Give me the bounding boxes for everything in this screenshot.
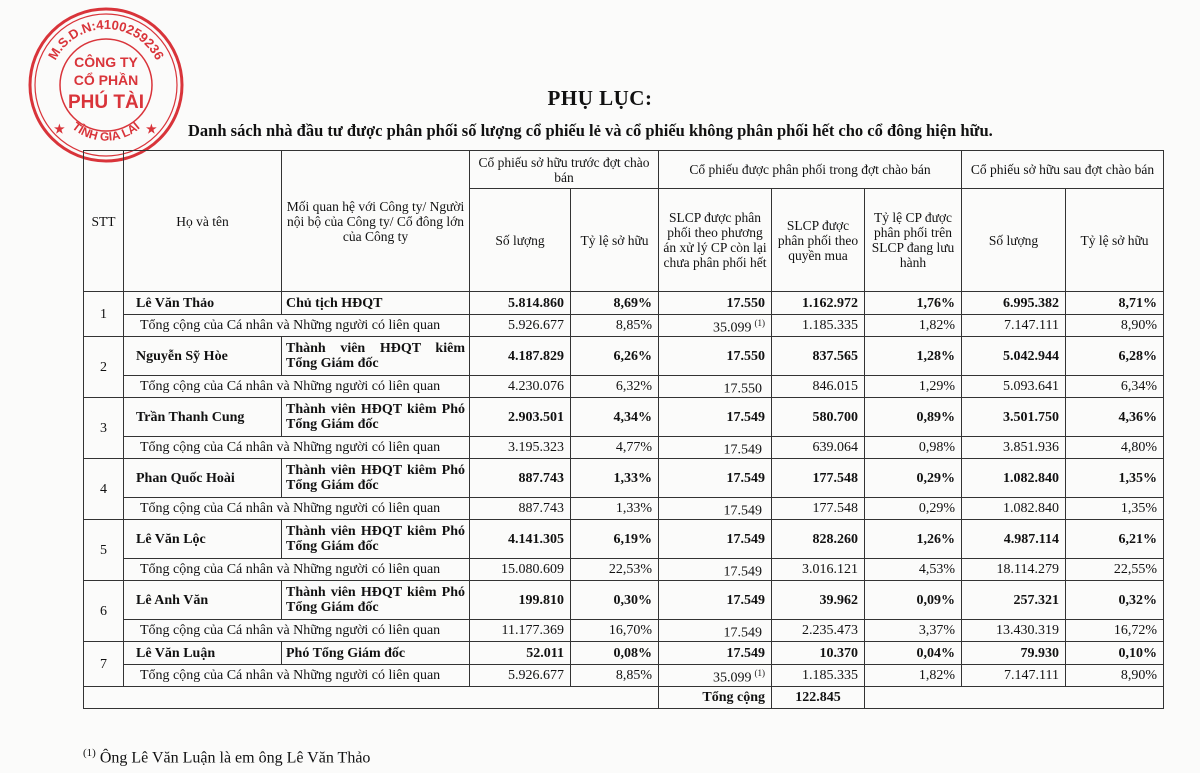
table-row-total [84, 498, 1164, 520]
empty-cell [865, 687, 1164, 709]
total-label: Tổng cộng của Cá nhân và Những người có liên quan [124, 498, 470, 520]
slcp-rights: 1.162.972 [772, 292, 865, 315]
total-pct-outstanding: 0,98% [865, 437, 962, 459]
header-qty-after: Số lượng [962, 189, 1066, 292]
table-row-total [84, 620, 1164, 642]
total-label: Tổng cộng của Cá nhân và Những người có liên quan [124, 665, 470, 687]
slcp-rights: 177.548 [772, 459, 865, 498]
relation: Thành viên HĐQT kiêm Phó Tổng Giám đốc [282, 520, 470, 559]
total-slcp-value: 35.099 [713, 320, 752, 336]
total-pct-outstanding: 4,53% [865, 559, 962, 581]
pct-outstanding: 1,76% [865, 292, 962, 315]
total-slcp-rights: 1.185.335 [772, 315, 865, 337]
total-pct-outstanding: 0,29% [865, 498, 962, 520]
ratio-before: 6,26% [571, 337, 659, 376]
total-slcp-rights: 846.015 [772, 376, 865, 398]
total-ratio-before: 1,33% [571, 498, 659, 520]
total-qty-after: 3.851.936 [962, 437, 1066, 459]
total-slcp-remaining [659, 376, 772, 398]
qty-after: 3.501.750 [962, 398, 1066, 437]
pct-outstanding: 1,28% [865, 337, 962, 376]
qty-after: 79.930 [962, 642, 1066, 665]
total-ratio-after: 22,55% [1066, 559, 1164, 581]
total-slcp-value: 17.549 [723, 625, 762, 641]
ratio-before: 4,34% [571, 398, 659, 437]
total-ratio-before: 22,53% [571, 559, 659, 581]
row-stt: 7 [84, 642, 124, 687]
header-ratio-before: Tỷ lệ sở hữu [571, 189, 659, 292]
person-name: Trần Thanh Cung [124, 398, 282, 437]
footnote-ref: (1) [754, 317, 765, 328]
total-qty-before: 887.743 [470, 498, 571, 520]
slcp-rights: 837.565 [772, 337, 865, 376]
total-label: Tổng cộng của Cá nhân và Những người có liên quan [124, 437, 470, 459]
footnote-ref: (1) [754, 667, 765, 678]
total-qty-before: 4.230.076 [470, 376, 571, 398]
slcp-remaining: 17.549 [659, 520, 772, 559]
total-ratio-after: 8,90% [1066, 315, 1164, 337]
pct-outstanding: 0,09% [865, 581, 962, 620]
qty-before: 4.187.829 [470, 337, 571, 376]
relation: Chủ tịch HĐQT [282, 292, 470, 315]
total-slcp-rights: 3.016.121 [772, 559, 865, 581]
ratio-after: 0,10% [1066, 642, 1164, 665]
person-name: Lê Văn Thảo [124, 292, 282, 315]
total-pct-outstanding: 1,29% [865, 376, 962, 398]
header-name: Họ và tên [124, 151, 282, 292]
header-relation: Mối quan hệ với Công ty/ Người nội bộ của Công ty/ Cổ đông lớn của Công ty [282, 151, 470, 292]
grand-total-row [84, 687, 1164, 709]
total-ratio-before: 8,85% [571, 315, 659, 337]
table-row [84, 337, 1164, 376]
person-name: Phan Quốc Hoài [124, 459, 282, 498]
ratio-before: 8,69% [571, 292, 659, 315]
slcp-rights: 39.962 [772, 581, 865, 620]
row-stt: 3 [84, 398, 124, 459]
pct-outstanding: 0,89% [865, 398, 962, 437]
header-during-group: Cổ phiếu được phân phối trong đợt chào bán [659, 151, 962, 189]
slcp-remaining: 17.550 [659, 292, 772, 315]
person-name: Lê Văn Lộc [124, 520, 282, 559]
total-qty-after: 1.082.840 [962, 498, 1066, 520]
qty-after: 6.995.382 [962, 292, 1066, 315]
ratio-before: 0,30% [571, 581, 659, 620]
investor-table [83, 150, 1164, 709]
grand-total-value: 122.845 [772, 687, 865, 709]
slcp-remaining: 17.549 [659, 459, 772, 498]
relation: Thành viên HĐQT kiêm Phó Tổng Giám đốc [282, 581, 470, 620]
ratio-after: 4,36% [1066, 398, 1164, 437]
total-slcp-value: 17.549 [723, 503, 762, 519]
total-slcp-remaining [659, 315, 772, 337]
qty-after: 5.042.944 [962, 337, 1066, 376]
person-name: Lê Văn Luận [124, 642, 282, 665]
qty-after: 1.082.840 [962, 459, 1066, 498]
svg-text:CỔ PHẦN: CỔ PHẦN [73, 72, 139, 88]
ratio-after: 1,35% [1066, 459, 1164, 498]
total-ratio-before: 16,70% [571, 620, 659, 642]
ratio-before: 6,19% [571, 520, 659, 559]
total-ratio-after: 8,90% [1066, 665, 1164, 687]
slcp-remaining: 17.549 [659, 398, 772, 437]
header-qty-before: Số lượng [470, 189, 571, 292]
total-label: Tổng cộng của Cá nhân và Những người có liên quan [124, 315, 470, 337]
total-slcp-rights: 2.235.473 [772, 620, 865, 642]
ratio-after: 8,71% [1066, 292, 1164, 315]
svg-text:TỈNH GIA LAI: TỈNH GIA LAI [69, 119, 143, 144]
total-slcp-rights: 1.185.335 [772, 665, 865, 687]
total-ratio-before: 6,32% [571, 376, 659, 398]
total-qty-after: 18.114.279 [962, 559, 1066, 581]
qty-before: 2.903.501 [470, 398, 571, 437]
total-pct-outstanding: 3,37% [865, 620, 962, 642]
total-ratio-after: 1,35% [1066, 498, 1164, 520]
svg-text:CÔNG TY: CÔNG TY [74, 54, 138, 70]
total-slcp-value: 17.550 [723, 381, 762, 397]
table-row [84, 398, 1164, 437]
slcp-remaining: 17.549 [659, 581, 772, 620]
slcp-remaining: 17.550 [659, 337, 772, 376]
row-stt: 2 [84, 337, 124, 398]
total-slcp-value: 17.549 [723, 442, 762, 458]
person-name: Lê Anh Văn [124, 581, 282, 620]
svg-text:★: ★ [146, 122, 157, 136]
total-qty-after: 5.093.641 [962, 376, 1066, 398]
qty-after: 4.987.114 [962, 520, 1066, 559]
ratio-before: 0,08% [571, 642, 659, 665]
total-ratio-after: 16,72% [1066, 620, 1164, 642]
qty-before: 52.011 [470, 642, 571, 665]
ratio-after: 6,21% [1066, 520, 1164, 559]
total-qty-after: 7.147.111 [962, 315, 1066, 337]
total-pct-outstanding: 1,82% [865, 665, 962, 687]
total-pct-outstanding: 1,82% [865, 315, 962, 337]
pct-outstanding: 0,29% [865, 459, 962, 498]
company-seal [26, 5, 186, 165]
table-row [84, 642, 1164, 665]
person-name: Nguyễn Sỹ Hòe [124, 337, 282, 376]
table-row-total [84, 315, 1164, 337]
qty-before: 199.810 [470, 581, 571, 620]
total-slcp-remaining [659, 665, 772, 687]
qty-after: 257.321 [962, 581, 1066, 620]
svg-text:★: ★ [54, 122, 65, 136]
total-qty-after: 13.430.319 [962, 620, 1066, 642]
empty-cell [84, 687, 659, 709]
table-row-total [84, 376, 1164, 398]
header-stt: STT [84, 151, 124, 292]
svg-text:M.S.D.N:4100259236: M.S.D.N:4100259236 [44, 16, 168, 63]
table-row [84, 292, 1164, 315]
total-qty-before: 5.926.677 [470, 665, 571, 687]
pct-outstanding: 0,04% [865, 642, 962, 665]
table-row-total [84, 665, 1164, 687]
total-slcp-rights: 177.548 [772, 498, 865, 520]
ratio-before: 1,33% [571, 459, 659, 498]
total-ratio-after: 4,80% [1066, 437, 1164, 459]
header-after-group: Cổ phiếu sở hữu sau đợt chào bán [962, 151, 1164, 189]
relation: Thành viên HĐQT kiêm Phó Tổng Giám đốc [282, 398, 470, 437]
row-stt: 6 [84, 581, 124, 642]
total-slcp-remaining [659, 437, 772, 459]
ratio-after: 6,28% [1066, 337, 1164, 376]
total-qty-before: 5.926.677 [470, 315, 571, 337]
header-slcp-remaining: SLCP được phân phối theo phương án xử lý CP còn lại chưa phân phối hết [659, 189, 772, 292]
slcp-remaining: 17.549 [659, 642, 772, 665]
total-label: Tổng cộng của Cá nhân và Những người có liên quan [124, 559, 470, 581]
footnote [83, 747, 370, 767]
total-label: Tổng cộng của Cá nhân và Những người có liên quan [124, 376, 470, 398]
qty-before: 5.814.860 [470, 292, 571, 315]
total-ratio-after: 6,34% [1066, 376, 1164, 398]
table-row [84, 459, 1164, 498]
ratio-after: 0,32% [1066, 581, 1164, 620]
footnote-text: Ông Lê Văn Luận là em ông Lê Văn Thảo [95, 749, 371, 767]
footnote-mark: (1) [83, 747, 96, 759]
total-ratio-before: 8,85% [571, 665, 659, 687]
total-slcp-value: 17.549 [723, 564, 762, 580]
total-slcp-remaining [659, 620, 772, 642]
header-pct-outstanding: Tỷ lệ CP được phân phối trên SLCP đang lưu hành [865, 189, 962, 292]
total-label: Tổng cộng của Cá nhân và Những người có liên quan [124, 620, 470, 642]
slcp-rights: 828.260 [772, 520, 865, 559]
header-before-group: Cổ phiếu sở hữu trước đợt chào bán [470, 151, 659, 189]
slcp-rights: 580.700 [772, 398, 865, 437]
row-stt: 1 [84, 292, 124, 337]
total-slcp-remaining [659, 559, 772, 581]
total-ratio-before: 4,77% [571, 437, 659, 459]
total-qty-before: 11.177.369 [470, 620, 571, 642]
row-stt: 4 [84, 459, 124, 520]
header-ratio-after: Tỷ lệ sở hữu [1066, 189, 1164, 292]
grand-total-label: Tổng cộng [659, 687, 772, 709]
pct-outstanding: 1,26% [865, 520, 962, 559]
relation: Thành viên HĐQT kiêm Phó Tổng Giám đốc [282, 459, 470, 498]
svg-text:PHÚ TÀI: PHÚ TÀI [68, 92, 144, 113]
total-slcp-remaining [659, 498, 772, 520]
total-qty-before: 3.195.323 [470, 437, 571, 459]
total-qty-after: 7.147.111 [962, 665, 1066, 687]
page-title: PHỤ LỤC: [547, 86, 653, 110]
slcp-rights: 10.370 [772, 642, 865, 665]
qty-before: 887.743 [470, 459, 571, 498]
table-row-total [84, 559, 1164, 581]
page-subtitle: Danh sách nhà đầu tư được phân phối số lượng cổ phiếu lẻ và cổ phiếu không phân phối hết cho cổ đông hiện hữu. [188, 121, 993, 140]
relation: Thành viên HĐQT kiêm Tổng Giám đốc [282, 337, 470, 376]
total-slcp-value: 35.099 [713, 670, 752, 686]
header-slcp-rights: SLCP được phân phối theo quyền mua [772, 189, 865, 292]
total-qty-before: 15.080.609 [470, 559, 571, 581]
total-slcp-rights: 639.064 [772, 437, 865, 459]
relation: Phó Tổng Giám đốc [282, 642, 470, 665]
table-row [84, 581, 1164, 620]
table-row-total [84, 437, 1164, 459]
table-row [84, 520, 1164, 559]
row-stt: 5 [84, 520, 124, 581]
qty-before: 4.141.305 [470, 520, 571, 559]
